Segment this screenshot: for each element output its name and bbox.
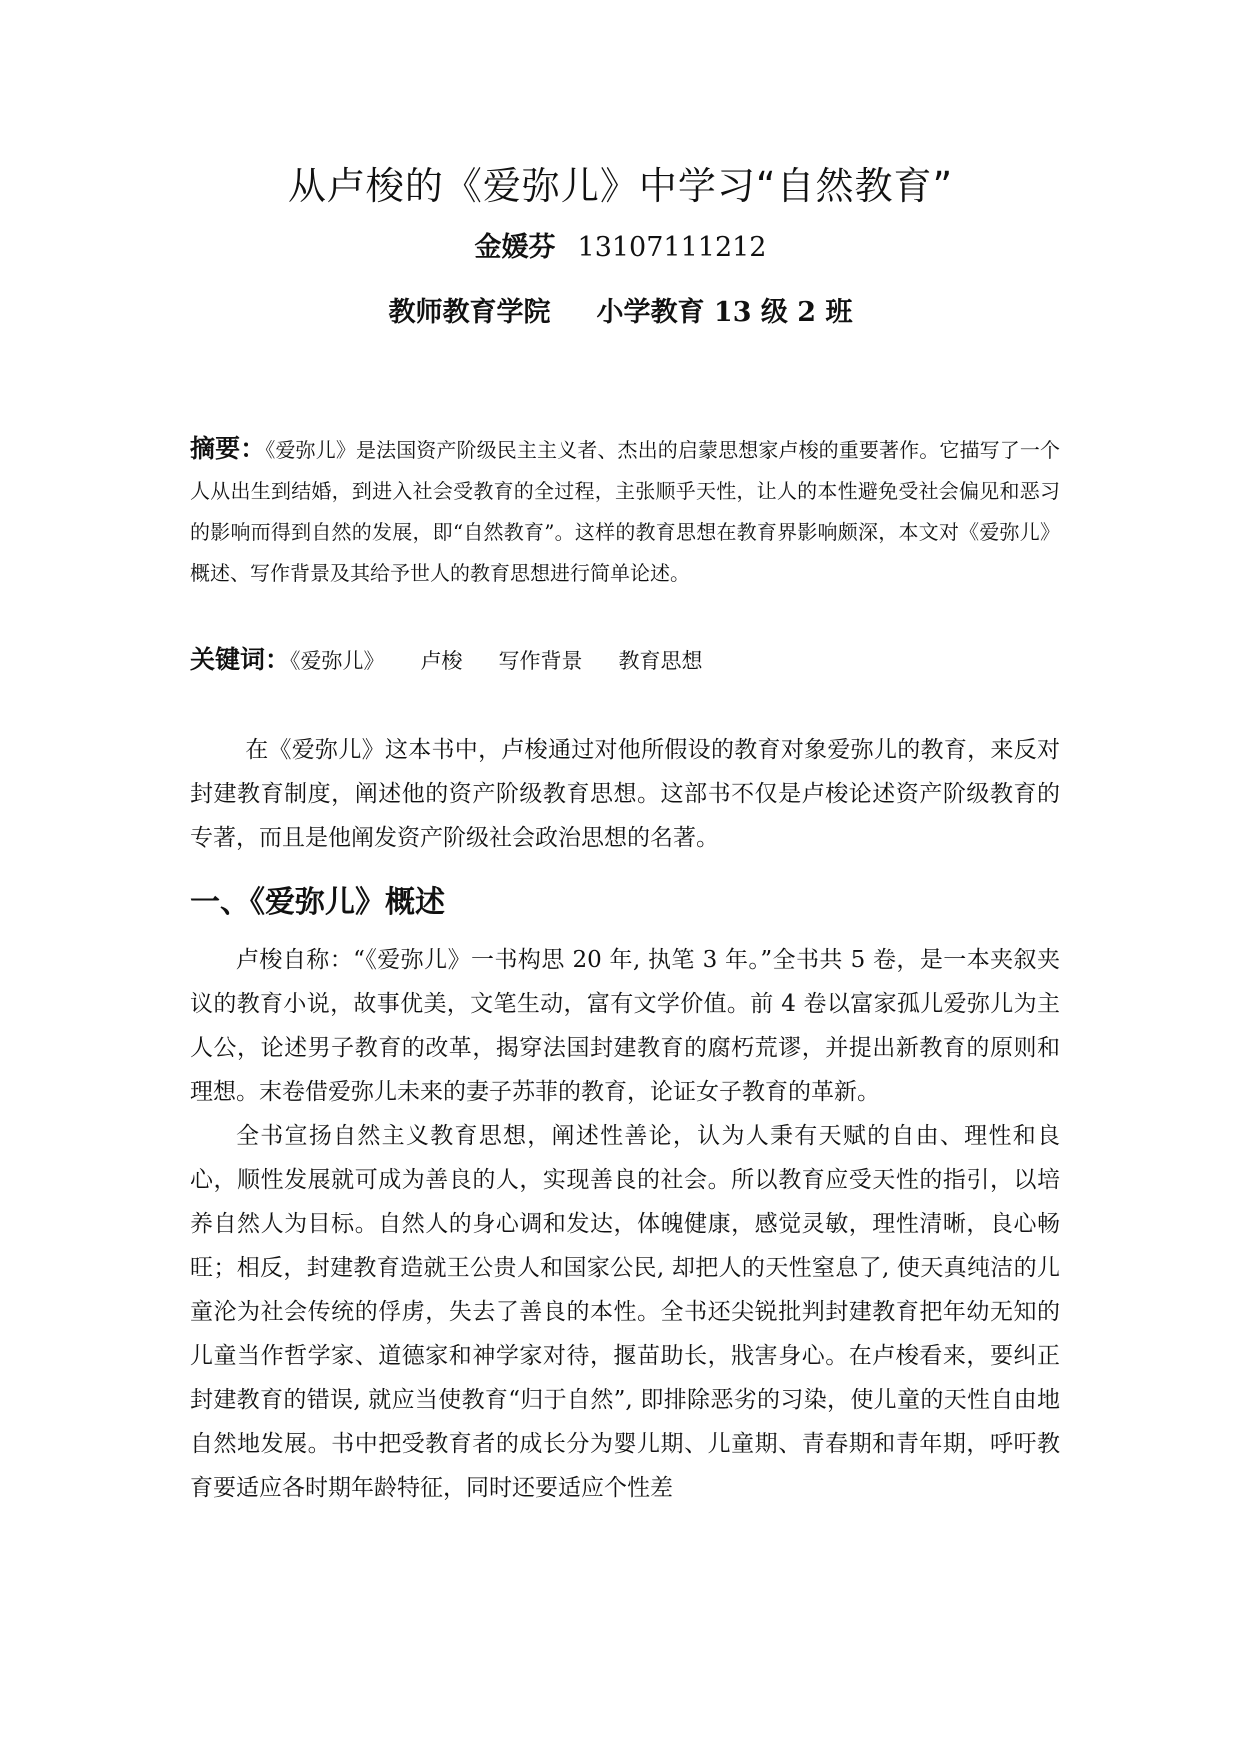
college-name: 教师教育学院 <box>388 297 551 328</box>
body-paragraph: 卢梭自称：“《爱弥儿》一书构思 20 年, 执笔 3 年。”全书共 5 卷，是一本夹叙夹议的教育小说，故事优美，文笔生动，富有文学价值。前 4 卷以富家孤儿爱弥儿为主人公，论述男子教育的改革，揭穿法国封建教育的腐朽荒谬，并提出新教育的原则和理想。末卷借爱弥儿未来的妻子苏菲的教育，论证女子教育的革新。 <box>190 947 1060 1105</box>
paper-title: 从卢梭的《爱弥儿》中学习“自然教育” <box>287 164 954 208</box>
keyword: 教育思想 <box>618 649 703 673</box>
keyword: 《爱弥儿》 <box>290 649 385 673</box>
section-body <box>190 938 1060 1510</box>
affiliation-line <box>0 293 1241 333</box>
keyword: 写作背景 <box>498 649 583 673</box>
section-heading: 一、《爱弥儿》概述 <box>190 885 445 920</box>
abstract-label: 摘要： <box>190 434 266 463</box>
body-paragraph: 全书宣扬自然主义教育思想，阐述性善论，认为人秉有天赋的自由、理性和良心，顺性发展就可成为善良的人，实现善良的社会。所以教育应受天性的指引，以培养自然人为目标。自然人的身心调和发达，体魄健康，感觉灵敏，理性清晰，良心畅旺；相反，封建教育造就王公贵人和国家公民, 却把人的天性窒息了, 使天真纯洁的儿童沦为社会传统的俘虏，失去了善良的本性。全书还尖锐批判封建教育把年幼无知的儿童当作哲学家、道德家和神学家对待，揠苗助长，戕害身心。在卢梭看来，要纠正封建教育的错误, 就应当使教育“归于自然”, 即排除恶劣的习染，使儿童的天性自由地自然地发展。书中把受教育者的成长分为婴儿期、儿童期、青春期和青年期，呼吁教育要适应各时期年龄特征，同时还要适应个性差 <box>190 1123 1060 1501</box>
keywords <box>190 640 1060 681</box>
abstract <box>190 428 1060 594</box>
keyword: 卢梭 <box>420 649 463 673</box>
keywords-label: 关键词： <box>190 645 291 674</box>
abstract-text: 《爱弥儿》是法国资产阶级民主主义者、杰出的启蒙思想家卢梭的重要著作。它描写了一个人从出生到结婚，到进入社会受教育的全过程，主张顺乎天性，让人的本性避免受社会偏见和恶习的影响而得到自然的发展，即“自然教育”。这样的教育思想在教育界影响颇深，本文对《爱弥儿》概述、写作背景及其给予世人的教育思想进行简单论述。 <box>190 438 1060 585</box>
class-name: 小学教育 13 级 2 班 <box>596 297 853 328</box>
author-line <box>0 228 1241 268</box>
author-name: 金媛芬 <box>474 232 556 263</box>
intro-paragraph: 在《爱弥儿》这本书中，卢梭通过对他所假设的教育对象爱弥儿的教育，来反对封建教育制度，阐述他的资产阶级教育思想。这部书不仅是卢梭论述资产阶级教育的专著，而且是他阐发资产阶级社会政治思想的名著。 <box>190 737 1060 851</box>
student-id: 13107111212 <box>577 232 767 263</box>
